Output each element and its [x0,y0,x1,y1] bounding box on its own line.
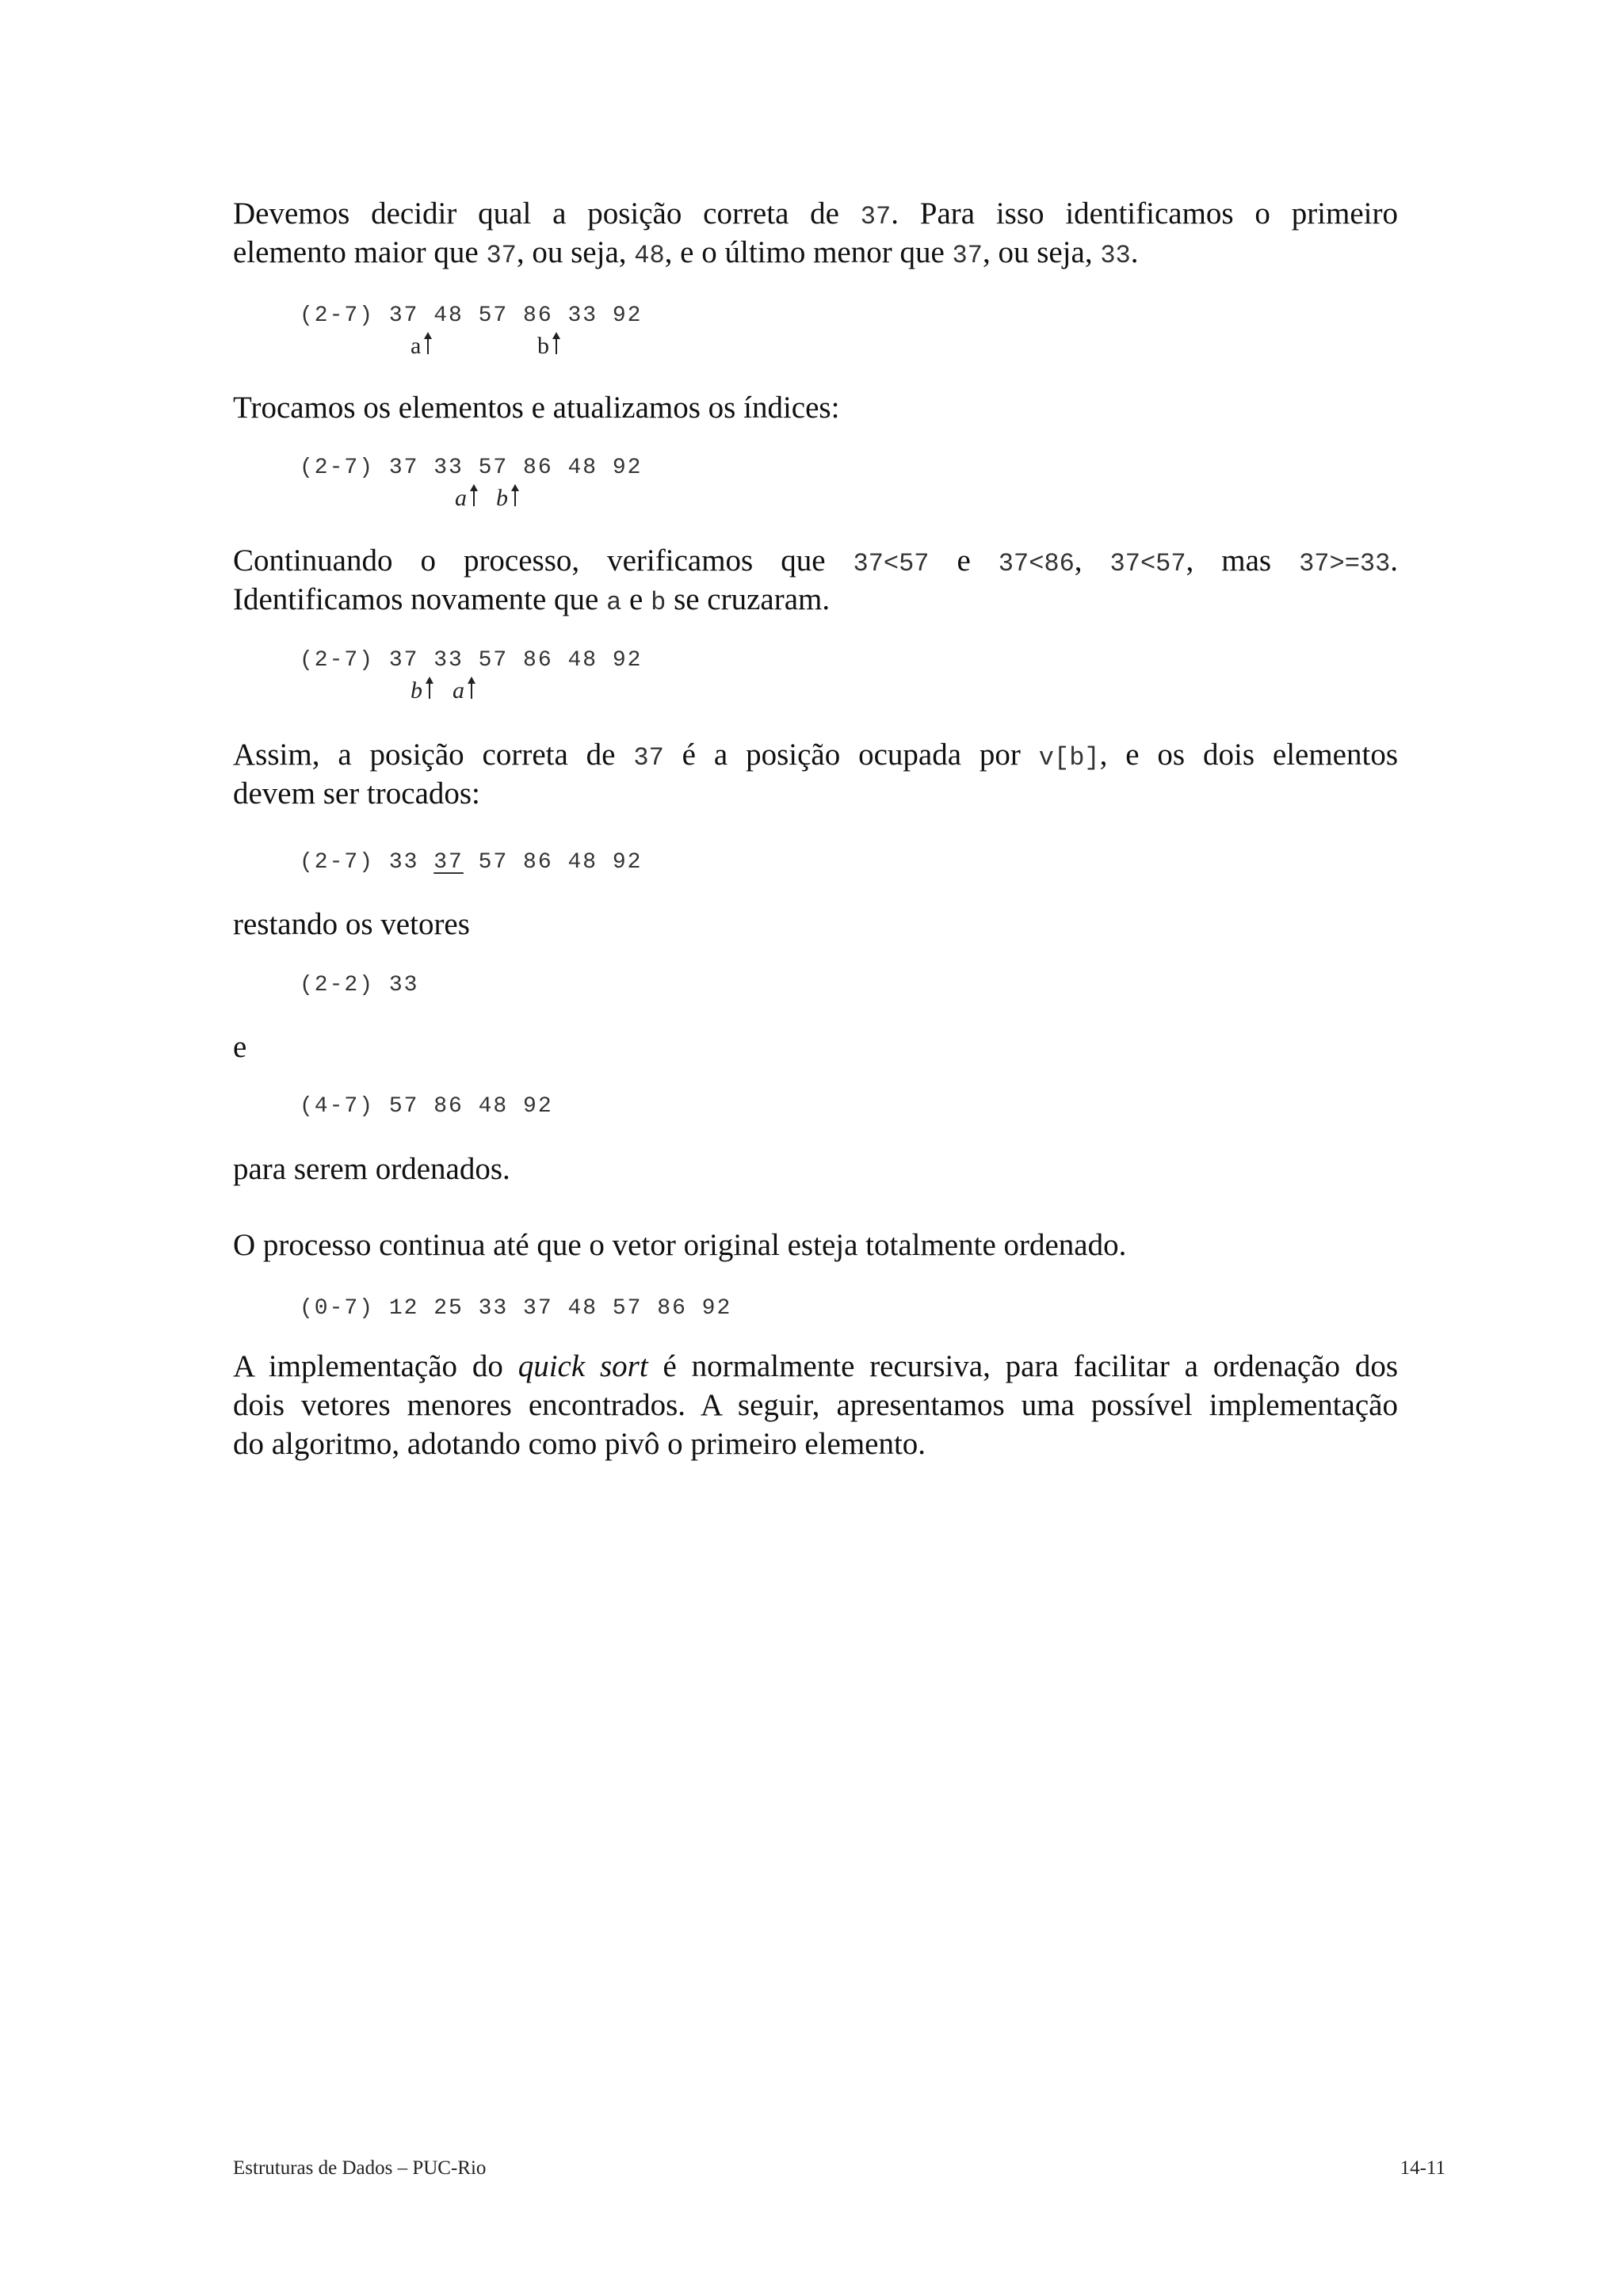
code-line-right-subvector: (4-7) 57 86 48 92 [300,1094,553,1119]
index-marker-a: a [453,676,477,704]
up-arrow-icon [424,676,435,700]
code-line-vector-pivot-placed: (2-7) 33 37 57 86 48 92 [300,850,643,875]
paragraph-to-be-sorted: para serem ordenados. [233,1152,510,1186]
code-line-vector-crossed: (2-7) 37 33 57 86 48 92 [300,648,643,673]
paragraph-intro-line1: Devemos decidir qual a posição correta de 37. Para isso identificamos o primeiro [233,196,1398,231]
up-arrow-icon [422,331,433,355]
paragraph-and: e [233,1030,247,1064]
paragraph-process-continues: O processo continua até que o vetor original esteja totalmente ordenado. [233,1228,1127,1262]
up-arrow-icon [551,331,562,355]
paragraph-continue-line2: Identificamos novamente que a e b se cruzaram. [233,582,831,617]
paragraph-implementation-line2: dois vetores menores encontrados. A seguir, apresentamos uma possível implementação [233,1388,1398,1422]
paragraph-implementation-line1: A implementação do quick sort é normalmente recursiva, para facilitar a ordenação dos [233,1349,1399,1383]
index-marker-b: b [496,483,521,512]
paragraph-remaining-vectors: restando os vetores [233,907,470,941]
paragraph-intro-line2: elemento maior que 37, ou seja, 48, e o último menor que 37, ou seja, 33. [233,235,1139,270]
index-marker-b: b [537,331,562,360]
up-arrow-icon [466,676,477,700]
footer-title: Estruturas de Dados – PUC-Rio [233,2157,487,2179]
pivot-value-underlined: 37 [433,850,464,875]
code-line-left-subvector: (2-2) 33 [300,973,419,997]
paragraph-continue-line1: Continuando o processo, verificamos que 37<57 e 37<86, 37<57, mas 37>=33. [233,543,1399,578]
code-line-vector-sorted: (0-7) 12 25 33 37 48 57 86 92 [300,1296,732,1321]
paragraph-implementation-line3: do algoritmo, adotando como pivô o primeiro elemento. [233,1427,926,1461]
code-line-vector-initial: (2-7) 37 48 57 86 33 92 [300,303,643,328]
paragraph-pivot-position-line2: devem ser trocados: [233,776,480,810]
code-line-vector-after-swap: (2-7) 37 33 57 86 48 92 [300,456,643,480]
paragraph-swap: Trocamos os elementos e atualizamos os índices: [233,391,840,425]
paragraph-pivot-position-line1: Assim, a posição correta de 37 é a posição ocupada por v[b], e os dois elementos [233,738,1399,772]
footer-page-number: 14-11 [1400,2157,1445,2179]
index-marker-a: a [411,331,433,360]
index-marker-a: a [455,483,479,512]
up-arrow-icon [510,483,521,507]
index-marker-b: b [411,676,435,704]
up-arrow-icon [468,483,479,507]
